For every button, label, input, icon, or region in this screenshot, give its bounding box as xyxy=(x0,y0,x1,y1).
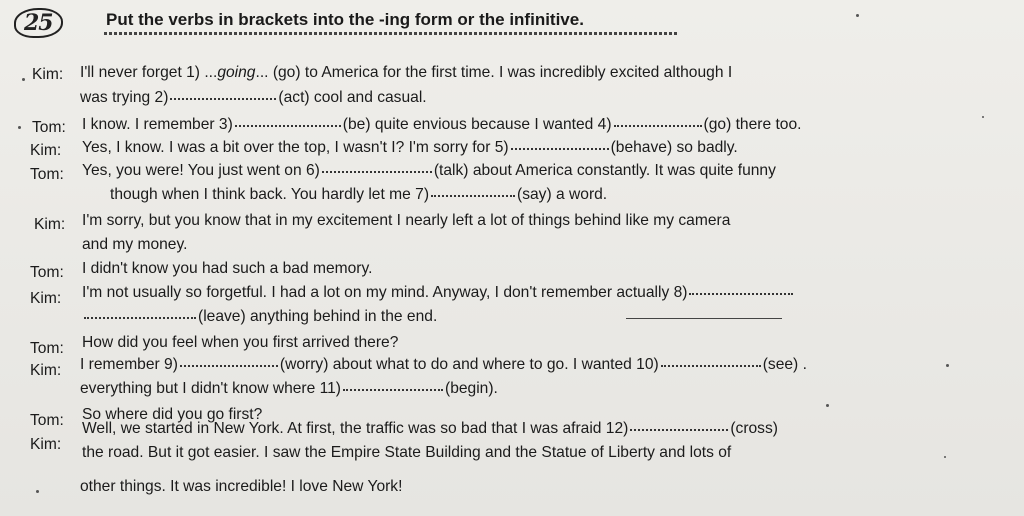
dialogue-line-5: Yes, you were! You just went on 6) (talk) about America constantly. It was quite funny xyxy=(82,162,776,179)
dialogue-line-7: I'm sorry, but you know that in my excitement I nearly left a lot of things behind like my camera xyxy=(82,212,731,229)
handwritten-line xyxy=(626,318,782,319)
dialogue-line-6: though when I think back. You hardly let me 7) (say) a word. xyxy=(110,186,608,203)
dialogue-line-18: other things. It was incredible! I love New York! xyxy=(80,478,403,495)
scan-speck xyxy=(946,364,949,367)
blank-7[interactable] xyxy=(431,194,515,197)
scan-speck xyxy=(982,116,984,118)
speaker-tom: Tom: xyxy=(30,264,64,281)
dialogue-line-13: I remember 9) (worry) about what to do and where to go. I wanted 10) (see) . xyxy=(80,356,807,373)
scan-speck xyxy=(944,456,946,458)
dialogue-line-2: was trying 2) (act) cool and casual. xyxy=(80,89,427,106)
speaker-kim: Kim: xyxy=(30,436,62,453)
dialogue-line-10: I'm not usually so forgetful. I had a lot on my mind. Anyway, I don't remember actually 8) xyxy=(82,284,795,302)
blank-10[interactable] xyxy=(661,364,761,367)
speaker-tom: Tom: xyxy=(30,166,64,183)
dialogue-line-11: (leave) anything behind in the end. xyxy=(82,308,437,326)
blank-9[interactable] xyxy=(180,364,278,367)
dialogue-line-4: Yes, I know. I was a bit over the top, I wasn't I? I'm sorry for 5) (behave) so badly. xyxy=(82,139,738,156)
speaker-kim: Kim: xyxy=(30,290,62,307)
blank-3[interactable] xyxy=(235,124,341,127)
speaker-tom: Tom: xyxy=(30,340,64,357)
instruction-underline xyxy=(104,32,678,35)
dialogue-line-15: So where did you go first? xyxy=(82,406,263,423)
exercise-number-badge: 25 xyxy=(14,8,94,42)
blank-11[interactable] xyxy=(343,388,443,391)
blank-8[interactable] xyxy=(689,292,793,295)
blank-2[interactable] xyxy=(170,97,276,100)
scan-speck xyxy=(826,404,829,407)
scan-speck xyxy=(22,78,25,81)
scan-speck xyxy=(36,490,39,493)
blank-12[interactable] xyxy=(630,428,728,431)
speaker-kim: Kim: xyxy=(30,362,62,379)
blank-5[interactable] xyxy=(511,147,609,150)
blank-6[interactable] xyxy=(322,170,432,173)
scan-speck xyxy=(856,14,859,17)
exercise-instruction: Put the verbs in brackets into the -ing form or the infinitive. xyxy=(106,10,584,29)
dialogue-line-3: I know. I remember 3) (be) quite envious because I wanted 4) (go) there too. xyxy=(82,116,802,133)
dialogue-line-16: Well, we started in New York. At first, the traffic was so bad that I was afraid 12) (cross) xyxy=(82,420,778,437)
speaker-tom: Tom: xyxy=(32,119,66,136)
speaker-kim: Kim: xyxy=(30,142,62,159)
speaker-tom: Tom: xyxy=(30,412,64,429)
dialogue-line-1: I'll never forget 1) ...going... (go) to America for the first time. I was incredibly excited although I xyxy=(80,64,733,81)
blank-4[interactable] xyxy=(614,124,702,127)
speaker-kim: Kim: xyxy=(32,66,64,83)
scan-speck xyxy=(18,126,21,129)
dialogue-line-14: everything but I didn't know where 11) (begin). xyxy=(80,380,498,397)
dialogue-line-9: I didn't know you had such a bad memory. xyxy=(82,260,373,277)
blank-8-continued[interactable] xyxy=(84,316,196,319)
speaker-kim: Kim: xyxy=(34,216,66,233)
answer-1: going xyxy=(217,64,256,81)
dialogue-line-8: and my money. xyxy=(82,236,188,253)
dialogue-line-12: How did you feel when you first arrived there? xyxy=(82,334,399,351)
dialogue-line-17: the road. But it got easier. I saw the Empire State Building and the Statue of Liberty and lots of xyxy=(82,444,732,461)
